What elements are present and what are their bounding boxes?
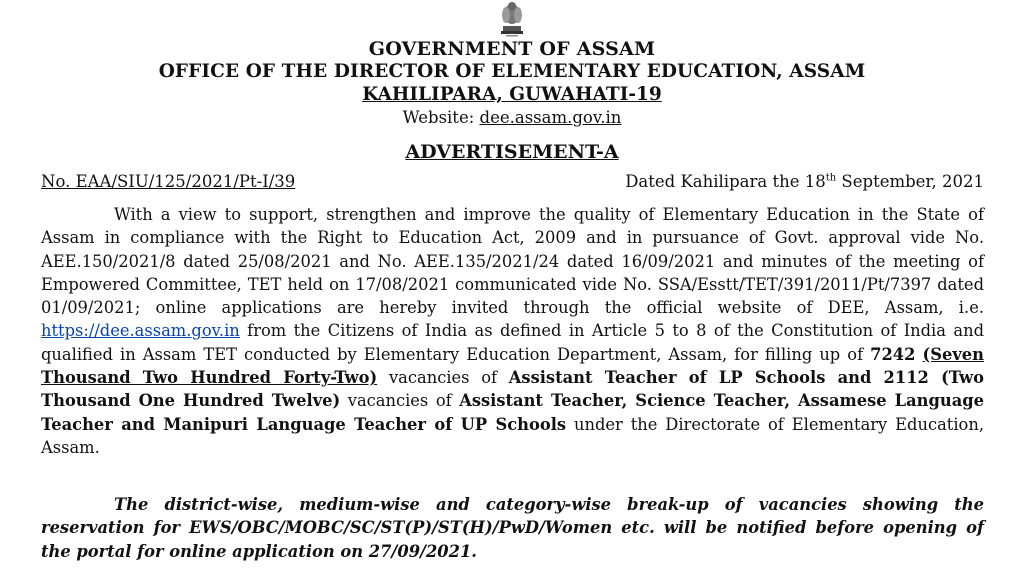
- office-title: OFFICE OF THE DIRECTOR OF ELEMENTARY EDUCATION, ASSAM: [158, 61, 866, 82]
- reference-line: [41, 172, 984, 191]
- body-paragraph-1: [41, 203, 984, 459]
- reference-number: No. EAA/SIU/125/2021/Pt-I/39: [41, 172, 296, 191]
- date-prefix: Dated Kahilipara the 18: [625, 172, 826, 191]
- office-address: KAHILIPARA, GUWAHATI-19: [362, 84, 662, 105]
- p1-text-4: vacancies of: [340, 391, 460, 411]
- post-lp-teacher: Assistant Teacher of LP Schools and 2112 (Two Thousand One Hundred Twelve): [41, 368, 984, 411]
- date-suffix: September, 2021: [836, 172, 984, 191]
- reference-date: [625, 172, 984, 191]
- website-label: Website:: [402, 108, 480, 127]
- p1-text-5: under the Directorate of Elementary Education, Assam.: [41, 414, 984, 457]
- website-line: [0, 108, 1024, 127]
- vacancy-count-lp-words: (Seven Thousand Two Hundred Forty-Two): [41, 344, 984, 388]
- date-sup: th: [825, 172, 837, 184]
- dee-portal-link[interactable]: https://dee.assam.gov.in: [41, 321, 240, 341]
- advertisement-title: ADVERTISEMENT-A: [405, 141, 619, 163]
- p2-text: The district-wise, medium-wise and category-wise break-up of vacancies showing the reservation for EWS/OBC/MOBC/SC/ST(P)/ST(H)/PwD/Women etc. will be notified before opening of the portal for online application on 27/09/2021.: [41, 495, 984, 561]
- body-paragraph-2: [41, 493, 984, 563]
- vacancy-count-lp: 7242: [870, 344, 916, 364]
- p1-text-2: from the Citizens of India as defined in Article 5 to 8 of the Constitution of India and qualified in Assam TET conducted by Elementary Education Department, Assam, for filling up of: [41, 321, 984, 364]
- post-up-teachers: Assistant Teacher, Science Teacher, Assamese Language Teacher and Manipuri Language Teacher of UP Schools: [41, 391, 985, 434]
- national-emblem-icon: [489, 0, 535, 38]
- p1-text-3: vacancies of: [377, 368, 509, 388]
- government-title: GOVERNMENT OF ASSAM: [368, 38, 656, 60]
- website-link[interactable]: dee.assam.gov.in: [479, 108, 622, 127]
- p1-text-1: With a view to support, strengthen and improve the quality of Elementary Education in the State of Assam in compliance with the Right to Education Act, 2009 and in pursuance of Govt. approval vide No. AEE.150/2021/8 dated 25/08/2021 and No. AEE.135/2021/24 dated 16/09/2021 and minutes of the meeting of Empowered Committee, TET held on 17/08/2021 communicated vide No. SSA/Esstt/TET/391/2011/Pt/7397 dated 01/09/2021; online applications are hereby invited through the official website of DEE, Assam, i.e.: [41, 205, 984, 318]
